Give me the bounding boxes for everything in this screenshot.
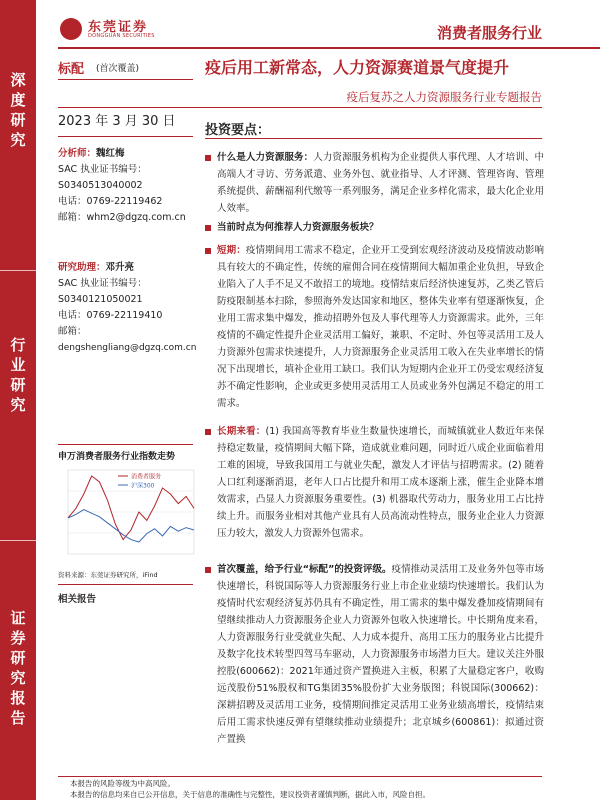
section-lead: 长期来看： [217, 426, 266, 437]
rating-sub: (首次覆盖) [96, 64, 140, 74]
footer-disclaimer: 本报告的信息均来自已公开信息，关于信息的准确性与完整性，建议投资者谨慎判断，据此入市，风险自担。 [70, 790, 430, 799]
section-body: 疫情推动灵活用工及业务外包等市场快速增长，科锐国际等人力资源服务行业上市企业业绩均快速增长。我们认为疫情时代宏观经济复苏仍具有不确定性，用工需求的集中爆发叠加疫情期间有望继续推动人力资源服务企业人力资源外包收入快速增长。中长期角度来看，人力资源服务行业受就业失配、人力成本提升、高用工压力的服务业占比提升及数字化技术转型四驾马车驱动，人力资源服务市场潜力巨大。建议关注外服控股(600662)：2021年通过资产置换进入主板，积累了大量稳定客户，收购远茂股份51%股权和TG集团35%股份扩大业务版图；科锐国际(300662)：深耕招聘及灵活用工业务，疫情期间推定灵活用工业务业绩高增长，疫情结束后用工需求快速反弹有望继续推动业绩提升；北京城乡(600861)：拟通过资产置换 [217, 564, 544, 745]
sidebar-divider [0, 270, 36, 271]
section-body: 疫情期间用工需求不稳定，企业开工受到宏观经济波动及疫情波动影响具有较大的不确定性，传统的雇佣合同在疫情期间大幅加重企业负担，导致企业陷入了人手不足又不敢招工的境地。疫情结束后经济快速复苏，乙类乙管后防疫限制基本扫除，参照海外发达国家和地区，整体失业率有望逐渐恢复，企业用工需求集中爆发，推动招聘外包及人事代理等人力资源需求。此外，三年疫情的不确定性提升企业灵活用工偏好，兼职、不定时、外包等灵活用工及人力资源外包需求快速提升，人力资源服务企业灵活用工收入在失业率增长的情况下出现增长，填补企业用工缺口。我们认为短期内企业开工仍受宏观经济复苏不确定性影响，企业或更多使用灵活用工人员或业务外包满足不稳定的用工需求。 [217, 245, 544, 409]
chart-source: 资料来源：东莞证券研究所，iFind [58, 571, 158, 579]
sidebar-divider [0, 540, 36, 541]
assistant-email[interactable]: dengshengliang@dgzq.com.cn [58, 343, 197, 353]
assistant-cert: S0340121050021 [58, 294, 143, 305]
related-divider [58, 584, 193, 585]
logo-text: 东莞证券 [88, 20, 149, 35]
analyst-block [58, 146, 198, 226]
bullet-icon [205, 248, 211, 254]
title-divider [58, 107, 542, 108]
section-coverage [217, 561, 544, 748]
chart-top-divider [58, 444, 193, 445]
industry-name: 消费者服务行业 [436, 24, 542, 42]
analyst-role: 分析师： [58, 148, 97, 159]
report-subtitle: 疫后复苏之人力资源服务行业专题报告 [346, 90, 542, 104]
bullet-icon [205, 429, 211, 435]
sidebar-label-securities-report: 证 券 研 究 报 告 [10, 609, 26, 727]
header-divider [58, 47, 600, 49]
analyst-phone: 电话：0769-22119462 [58, 196, 163, 207]
rating-label: 标配 [58, 62, 85, 77]
assistant-phone: 电话：0769-22119410 [58, 310, 163, 321]
assistant-name: 邓升亮 [105, 262, 135, 273]
analyst-name: 魏红梅 [96, 148, 125, 159]
sidebar-label-deep-research: 深 度 研 究 [10, 71, 26, 149]
index-chart [58, 462, 198, 566]
report-title: 疫后用工新常态，人力资源赛道景气度提升 [205, 58, 510, 77]
footer-risk: 本报告的风险等级为中高风险。 [70, 779, 175, 788]
sidebar-label-industry-research: 行 业 研 究 [10, 336, 26, 414]
legend-label: 沪深300 [131, 482, 155, 490]
analyst-email-label: 邮箱： [58, 212, 87, 223]
analyst-email[interactable]: whm2@dgzq.com.cn [86, 212, 186, 223]
assistant-role: 研究助理： [58, 262, 106, 273]
footer-divider [58, 776, 542, 777]
bullet-icon [205, 567, 211, 573]
section-body: (1) 我国高等教育毕业生数量快速增长，而城镇就业人数近年来保持稳定数量，疫情期间大幅下降，造成就业难问题，同时近八成企业面临着用工难的困境，导致我国用工与就业失配，激发人才评估与招聘需求。(2) 随着人口红利逐渐消退，老年人口占比提升和用工成本逐渐上涨，催生企业降本增效需求，凸显人力资源服务重要性。(3) 机器取代劳动力，服务业用工占比持续上升。而服务业相对其他产业具有人员高流动性特点，服务业企业人力资源压力较大，激发人力资源外包需求。 [217, 426, 544, 539]
logo-subtext: DONGGUAN SECURITIES [88, 33, 155, 39]
section-what-is-hr [217, 149, 544, 217]
section-why-now [217, 219, 544, 236]
section-lead: 什么是人力资源服务： [217, 152, 314, 163]
analyst-cert: S0340513040002 [58, 180, 143, 191]
legend-label: 消费者服务 [131, 473, 162, 481]
report-date: 2023 年 3 月 30 日 [58, 114, 176, 129]
section-short-term [217, 242, 544, 412]
key-points-divider [205, 138, 542, 139]
bullet-icon [205, 225, 211, 231]
section-lead: 当前时点为何推荐人力资源服务板块？ [217, 222, 379, 233]
bullet-icon [205, 155, 211, 161]
series-line-1 [68, 510, 194, 542]
company-logo-icon [60, 18, 82, 40]
assistant-email-label: 邮箱： [58, 326, 87, 337]
section-lead: 短期： [217, 245, 246, 256]
analyst-cert-label: SAC 执业证书编号： [58, 164, 147, 175]
chart-title: 申万消费者服务行业指数走势 [58, 452, 176, 462]
assistant-block [58, 260, 198, 356]
rating-divider [58, 79, 193, 80]
assistant-cert-label: SAC 执业证书编号： [58, 278, 147, 289]
section-body: 人力资源服务机构为企业提供人事代理、人才培训、中高端人才寻访、劳务派遣、业务外包、就业指导、人才评测、管理咨询、管理系统提供、薪酬福利代缴等一系列服务，满足企业多样化需求，最大化企业用人效率。 [217, 152, 544, 214]
section-long-term [217, 423, 544, 542]
date-divider [58, 136, 193, 137]
section-lead: 首次覆盖，给予行业“标配”的投资评级。 [217, 564, 392, 575]
related-reports-heading: 相关报告 [58, 594, 97, 605]
key-points-title: 投资要点： [205, 123, 271, 138]
